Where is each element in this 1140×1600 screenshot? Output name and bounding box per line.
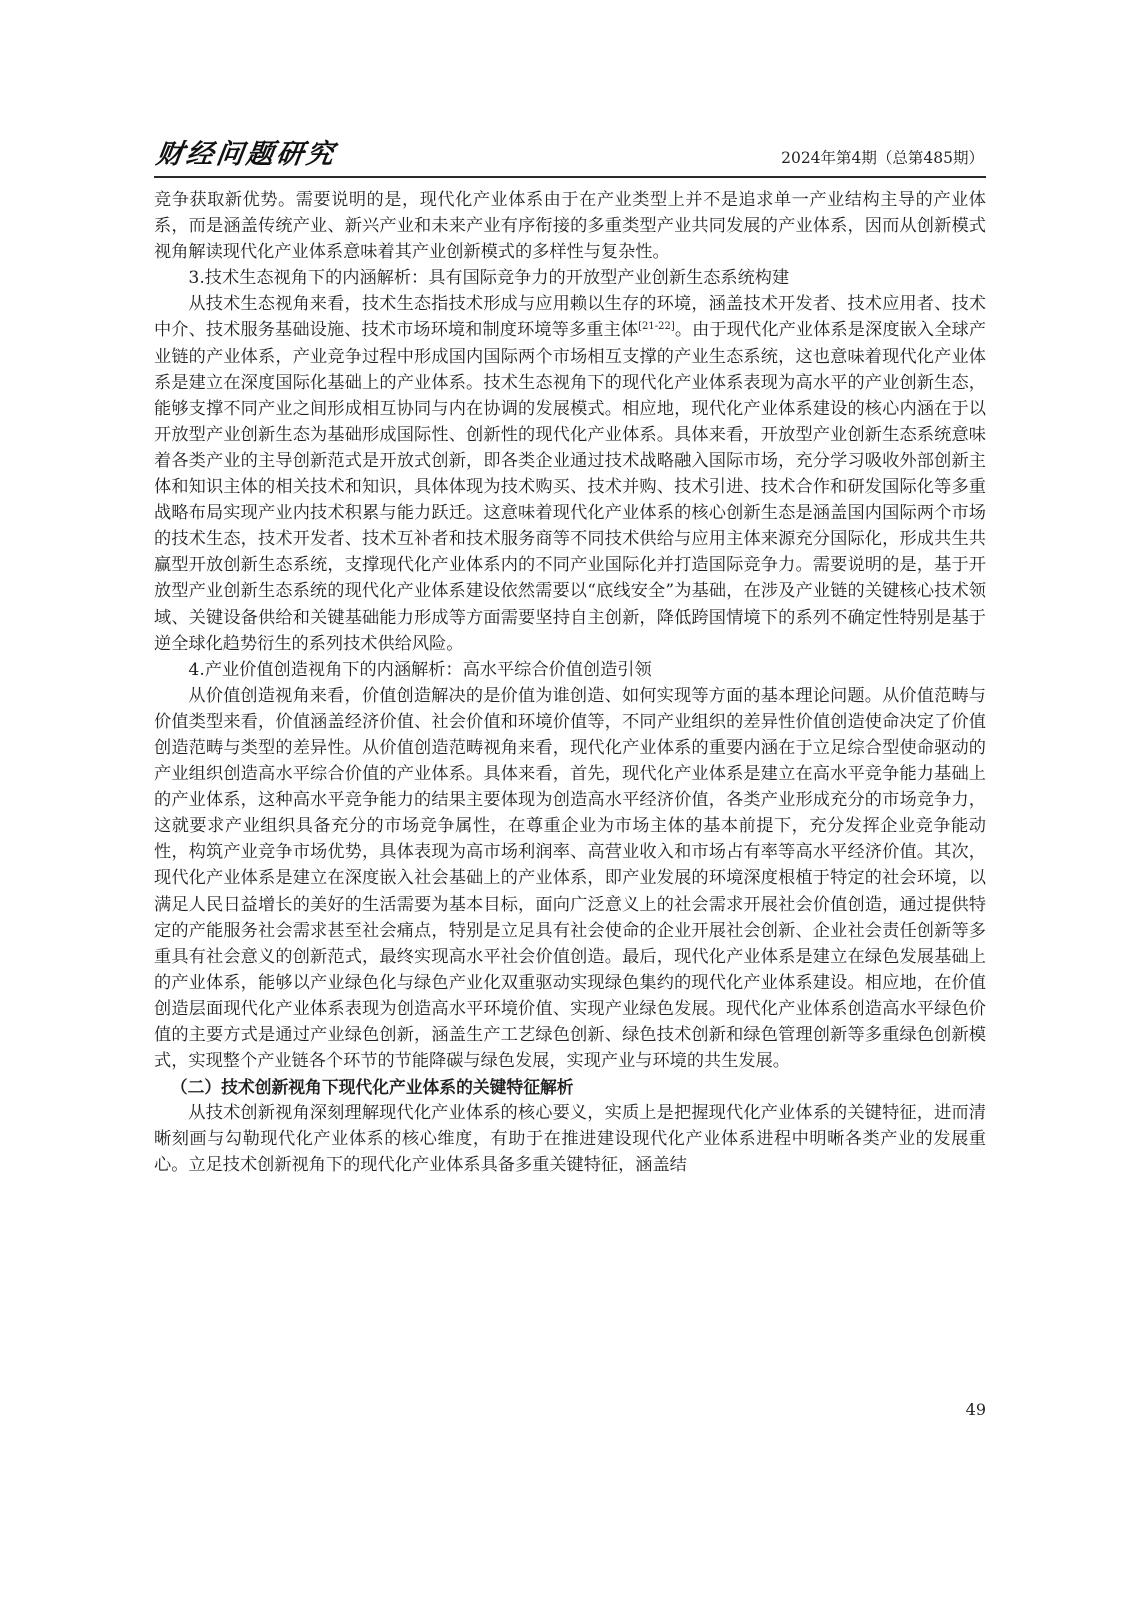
citation-reference: [21-22] — [638, 321, 675, 333]
paragraph-continued: 竞争获取新优势。需要说明的是，现代化产业体系由于在产业类型上并不是追求单一产业结构主导的产业体系，而是涵盖传统产业、新兴产业和未来产业有序衔接的多重类型产业共同发展的产业体系，因而从创新模式视角解读现代化产业体系意味着其产业创新模式的多样性与复杂性。 — [154, 190, 986, 263]
subheading-technology-ecology: 3.技术生态视角下的内涵解析：具有国际竞争力的开放型产业创新生态系统构建 — [188, 268, 790, 289]
paragraph-text: 从技术生态视角来看，技术生态指技术形成与应用赖以生存的环境，涵盖技术开发者、技术应用者、技术中介、技术服务基础设施、技术市场环境和制度环境等多重主体 — [154, 294, 986, 341]
paragraph-text: 。由于现代化产业体系是深度嵌入全球产业链的产业体系，产业竞争过程中形成国内国际两个市场相互支撑的产业生态系统，这也意味着现代化产业体系是建立在深度国际化基础上的产业体系。技术生态视角下的现代化产业体系表现为高水平的产业创新生态，能够支撑不同产业之间形成相互协同与内在协调的发展模式。相应地，现代化产业体系建设的核心内涵在于以开放型产业创新生态为基础形成国际性、创新性的现代化产业体系。具体来看，开放型产业创新生态系统意味着各类产业的主导创新范式是开放式创新，即各类企业通过技术战略融入国际市场，充分学习吸收外部创新主体和知识主体的相关技术和知识，具体体现为技术购买、技术并购、技术引进、技术合作和研发国际化等多重战略布局实现产业内技术积累与能力跃迁。这意味着现代化产业体系的核心创新生态是涵盖国内国际两个市场的技术生态，技术开发者、技术互补者和技术服务商等不同技术供给与应用主体来源充分国际化，形成共生共赢型开放创新生态系统，支撑现代化产业体系内的不同产业国际化并打造国际竞争力。需要说明的是，基于开放型产业创新生态系统的现代化产业体系建设依然需要以“底线安全”为基础，在涉及产业链的关键核心技术领域、关键设备供给和关键基础能力形成等方面需要坚持自主创新，降低跨国情境下的系列不确定性特别是基于逆全球化趋势衍生的系列技术供给风险。 — [154, 320, 986, 654]
subheading-value-creation: 4.产业价值创造视角下的内涵解析：高水平综合价值创造引领 — [188, 659, 652, 680]
paragraph-value-creation: 从价值创造视角来看，价值创造解决的是价值为谁创造、如何实现等方面的基本理论问题。从价值范畴与价值类型来看，价值涵盖经济价值、社会价值和环境价值等，不同产业组织的差异性价值创造使命决定了价值创造范畴与类型的差异性。从价值创造范畴视角来看，现代化产业体系的重要内涵在于立足综合型使命驱动的产业组织创造高水平综合价值的产业体系。具体来看，首先，现代化产业体系是建立在高水平竞争能力基础上的产业体系，这种高水平竞争能力的结果主要体现为创造高水平经济价值，各类产业形成充分的市场竞争力，这就要求产业组织具备充分的市场竞争属性，在尊重企业为市场主体的基本前提下，充分发挥企业竞争能动性，构筑产业竞争市场优势，具体表现为高市场利润率、高营业收入和市场占有率等高水平经济价值。其次，现代化产业体系是建立在深度嵌入社会基础上的产业体系，即产业发展的环境深度根植于特定的社会环境，以满足人民日益增长的美好的生活需要为基本目标，面向广泛意义上的社会需求开展社会价值创造，通过提供特定的产能服务社会需求甚至社会痛点，特别是立足具有社会使命的企业开展社会创新、企业社会责任创新等多重具有社会意义的创新范式，最终实现高水平社会价值创造。最后，现代化产业体系是建立在绿色发展基础上的产业体系，能够以产业绿色化与绿色产业化双重驱动实现绿色集约的现代化产业体系建设。相应地，在价值创造层面现代化产业体系表现为创造高水平环境价值、实现产业绿色发展。现代化产业体系创造高水平绿色价值的主要方式是通过产业绿色创新，涵盖生产工艺绿色创新、绿色技术创新和绿色管理创新等多重绿色创新模式，实现整个产业链各个环节的节能降碳与绿色发展，实现产业与环境的共生发展。 — [154, 685, 986, 1072]
running-header — [154, 130, 986, 178]
paragraph-technology-ecology — [154, 291, 986, 656]
page-number: 49 — [965, 1400, 986, 1419]
issue-info: 2024年第4期（总第485期） — [781, 149, 984, 167]
article-body — [154, 187, 986, 1179]
section-heading-key-features: （二）技术创新视角下现代化产业体系的关键特征解析 — [170, 1077, 574, 1098]
paragraph-key-features: 从技术创新视角深刻理解现代化产业体系的核心要义，实质上是把握现代化产业体系的关键特征，进而清晰刻画与勾勒现代化产业体系的核心维度，有助于在推进建设现代化产业体系进程中明晰各类产业的发展重心。立足技术创新视角下的现代化产业体系具备多重关键特征，涵盖结 — [154, 1103, 986, 1176]
journal-title-logo: 财经问题研究 — [154, 139, 339, 170]
